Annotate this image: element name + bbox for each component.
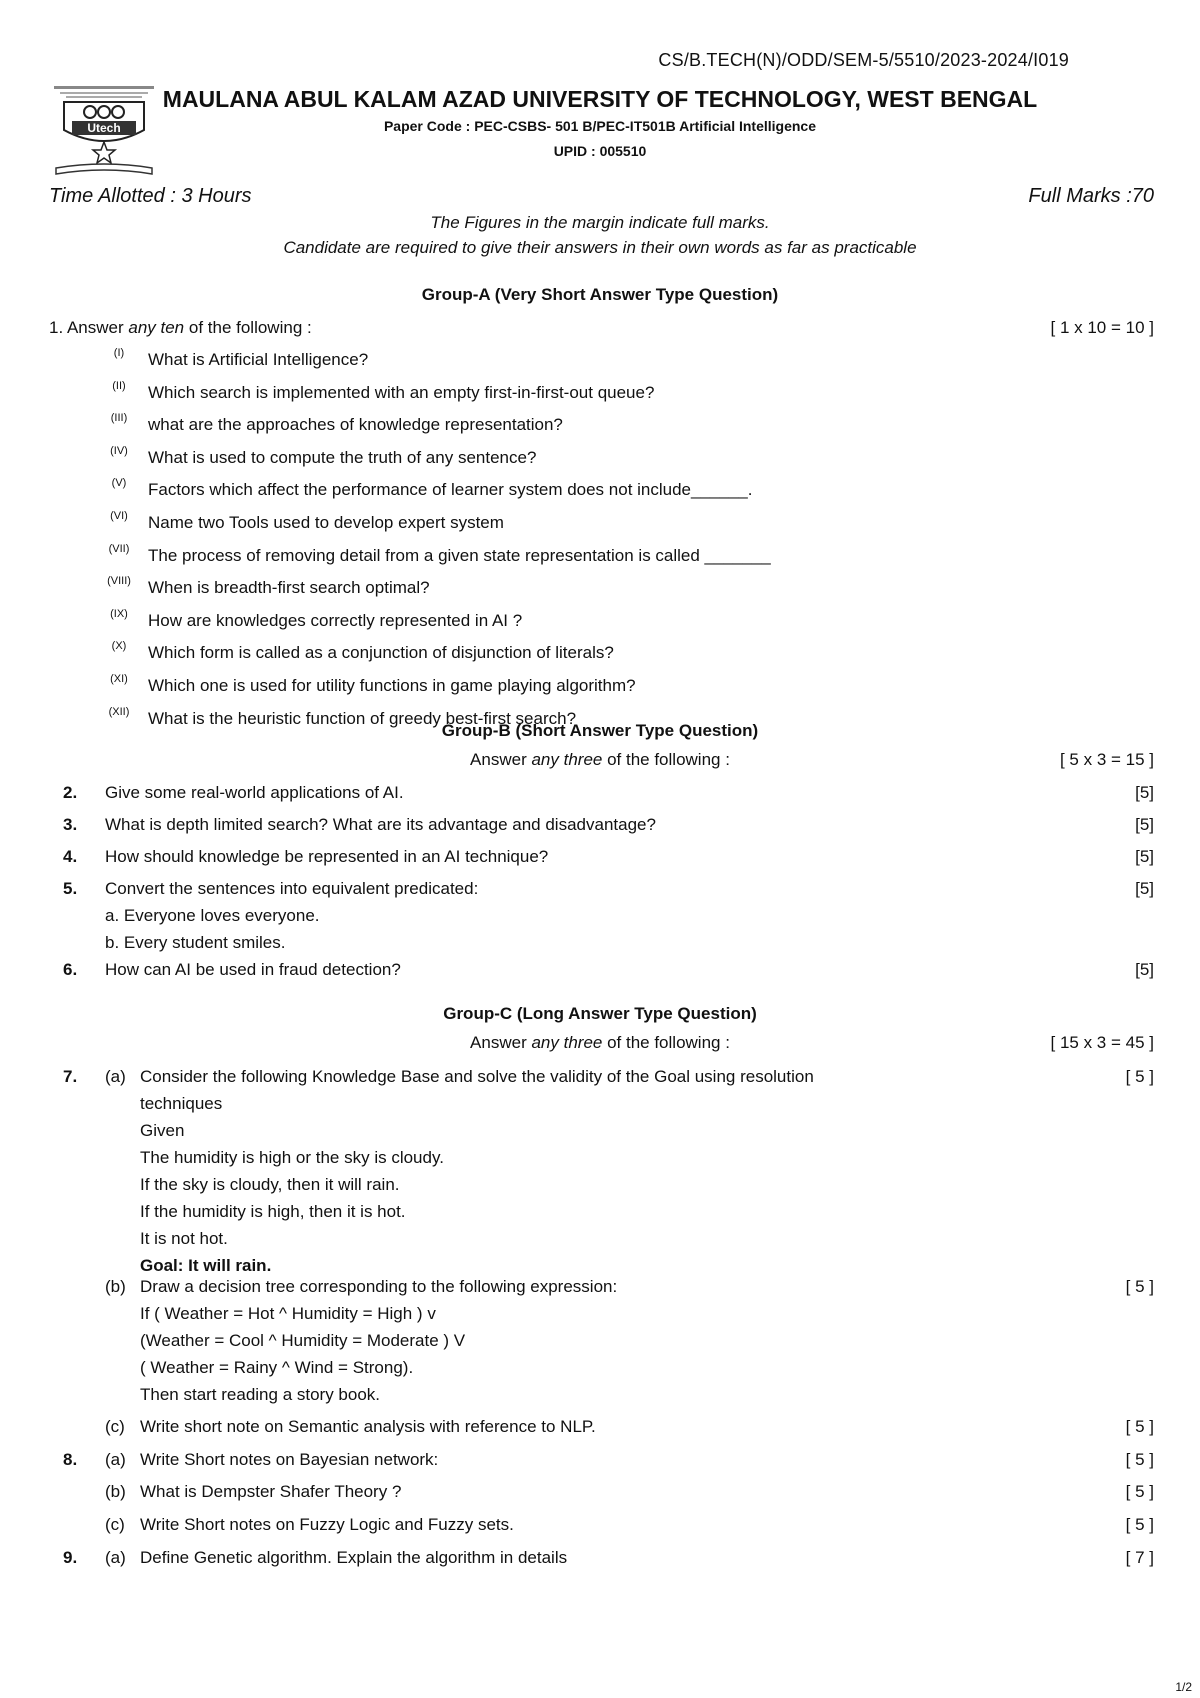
question-marks: [ 5 ] [1125, 1450, 1154, 1469]
roman-numeral: (X) [111, 640, 127, 653]
roman-numeral: (V) [111, 477, 127, 490]
group-a-marks: [ 1 x 10 = 10 ] [1050, 318, 1154, 337]
group-b-instruction: Answer any three of the following : [470, 750, 730, 769]
question-marks: [ 5 ] [1125, 1067, 1154, 1086]
q9a-text: Define Genetic algorithm. Explain the algorithm in details [140, 1548, 568, 1567]
group-b-marks: [ 5 x 3 = 15 ] [1059, 750, 1154, 769]
roman-numeral: (I) [113, 347, 125, 359]
group-c-marks: [ 15 x 3 = 45 ] [1050, 1033, 1154, 1052]
group-a-heading: Group-A (Very Short Answer Type Question) [421, 285, 779, 304]
group-a-question: Which search is implemented with an empty first-in-first-out queue? [148, 382, 655, 402]
sub-question-label: (a) [105, 1548, 126, 1567]
q8c-text: Write Short notes on Fuzzy Logic and Fuzzy sets. [140, 1515, 514, 1534]
question-number: 2. [63, 783, 78, 802]
q7c-text: Write short note on Semantic analysis with reference to NLP. [140, 1417, 596, 1436]
question-number: 5. [63, 879, 78, 898]
question-marks: [5] [1135, 783, 1154, 802]
group-c-instruction: Answer any three of the following : [470, 1033, 730, 1052]
sub-question-label: (a) [105, 1450, 126, 1469]
roman-numeral: (XII) [108, 705, 130, 718]
page-number: 1/2 [1175, 1680, 1192, 1694]
time-allotted: Time Allotted : 3 Hours [49, 185, 252, 207]
group-a-question: Name two Tools used to develop expert system [148, 513, 504, 532]
group-a-question: How are knowledges correctly represented in AI ? [148, 610, 523, 630]
question-marks: [5] [1135, 879, 1154, 898]
question-text: What is depth limited search? What are its advantage and disadvantage? [105, 815, 656, 834]
question-marks: [ 5 ] [1125, 1515, 1154, 1534]
q8b-text: What is Dempster Shafer Theory ? [140, 1482, 402, 1501]
group-c-heading: Group-C (Long Answer Type Question) [443, 1004, 757, 1023]
paper-code: Paper Code : PEC-CSBS- 501 B/PEC-IT501B Artificial Intelligence [383, 118, 817, 134]
group-a-question: what are the approaches of knowledge representation? [148, 415, 563, 435]
sub-question-label: (c) [105, 1417, 125, 1436]
q7b-text: Draw a decision tree corresponding to the following expression: If ( Weather = Hot ^ Humidity = High ) v (Weather = Cool ^ Humidity = Moderate ) V ( Weather = Rainy ^ Wind = Strong). Then start reading a story book. [140, 1277, 618, 1404]
group-b-heading: Group-B (Short Answer Type Question) [441, 721, 759, 740]
roman-numeral: (VIII) [107, 575, 131, 588]
group-a-question: What is the heuristic function of greedy best-first search? [148, 708, 577, 728]
question-number: 6. [63, 960, 78, 979]
question-number: 9. [63, 1548, 78, 1567]
margin-note: The Figures in the margin indicate full marks. [430, 213, 770, 232]
candidate-note: Candidate are required to give their answers in their own words as far as practicable [283, 238, 917, 257]
sub-question-label: (b) [105, 1482, 126, 1501]
roman-numeral: (XI) [110, 673, 128, 685]
group-a-question: The process of removing detail from a given state representation is called _______ [148, 545, 771, 565]
q8a-text: Write Short notes on Bayesian network: [140, 1450, 439, 1469]
roman-numeral: (VI) [110, 510, 128, 522]
roman-numeral: (III) [110, 412, 128, 425]
question-marks: [5] [1135, 960, 1154, 979]
group-a-question: What is Artificial Intelligence? [148, 350, 369, 369]
university-name: MAULANA ABUL KALAM AZAD UNIVERSITY OF TECHNOLOGY, WEST BENGAL [162, 86, 1038, 112]
q7a-text: Consider the following Knowledge Base and solve the validity of the Goal using resolution techniques Given The humidity is high or the sky is cloudy. If the sky is cloudy, then it will rain. If the humidity is high, then it is hot. It is not hot. Goal: It will rain. [140, 1067, 814, 1275]
question-text: How can AI be used in fraud detection? [105, 960, 401, 979]
roman-numeral: (VII) [108, 542, 130, 555]
paper-reference: CS/B.TECH(N)/ODD/SEM-5/5510/2023-2024/I019 [658, 50, 1069, 70]
logo-text: Utech [87, 121, 121, 135]
group-a-instruction: 1. Answer any ten of the following : [49, 318, 312, 337]
group-a-question: When is breadth-first search optimal? [148, 578, 430, 598]
question-number: 8. [63, 1450, 78, 1469]
full-marks: Full Marks :70 [1028, 185, 1154, 207]
question-marks: [ 7 ] [1125, 1548, 1154, 1567]
question-marks: [5] [1135, 847, 1154, 866]
question-text: Convert the sentences into equivalent predicated: a. Everyone loves everyone. b. Every student smiles. [105, 879, 479, 952]
question-number: 4. [63, 847, 78, 866]
question-marks: [ 5 ] [1125, 1482, 1154, 1501]
sub-question-label: (a) [105, 1067, 126, 1086]
sub-question-label: (c) [105, 1515, 125, 1534]
sub-question-label: (b) [105, 1277, 126, 1296]
question-marks: [ 5 ] [1125, 1277, 1154, 1296]
roman-numeral: (IV) [110, 444, 128, 457]
question-number: 7. [63, 1067, 78, 1086]
question-text: How should knowledge be represented in an AI technique? [105, 847, 549, 866]
question-text: Give some real-world applications of AI. [105, 783, 404, 802]
question-marks: [ 5 ] [1125, 1417, 1154, 1436]
question-number: 3. [63, 815, 78, 834]
upid: UPID : 005510 [553, 143, 647, 159]
roman-numeral: (IX) [110, 607, 128, 620]
question-marks: [5] [1135, 815, 1154, 834]
roman-numeral: (II) [112, 379, 126, 392]
group-a-question: Which form is called as a conjunction of disjunction of literals? [148, 643, 614, 663]
group-a-question: What is used to compute the truth of any sentence? [148, 447, 537, 467]
group-a-question: Which one is used for utility functions in game playing algorithm? [148, 676, 636, 695]
group-a-question: Factors which affect the performance of learner system does not include______. [148, 480, 753, 500]
